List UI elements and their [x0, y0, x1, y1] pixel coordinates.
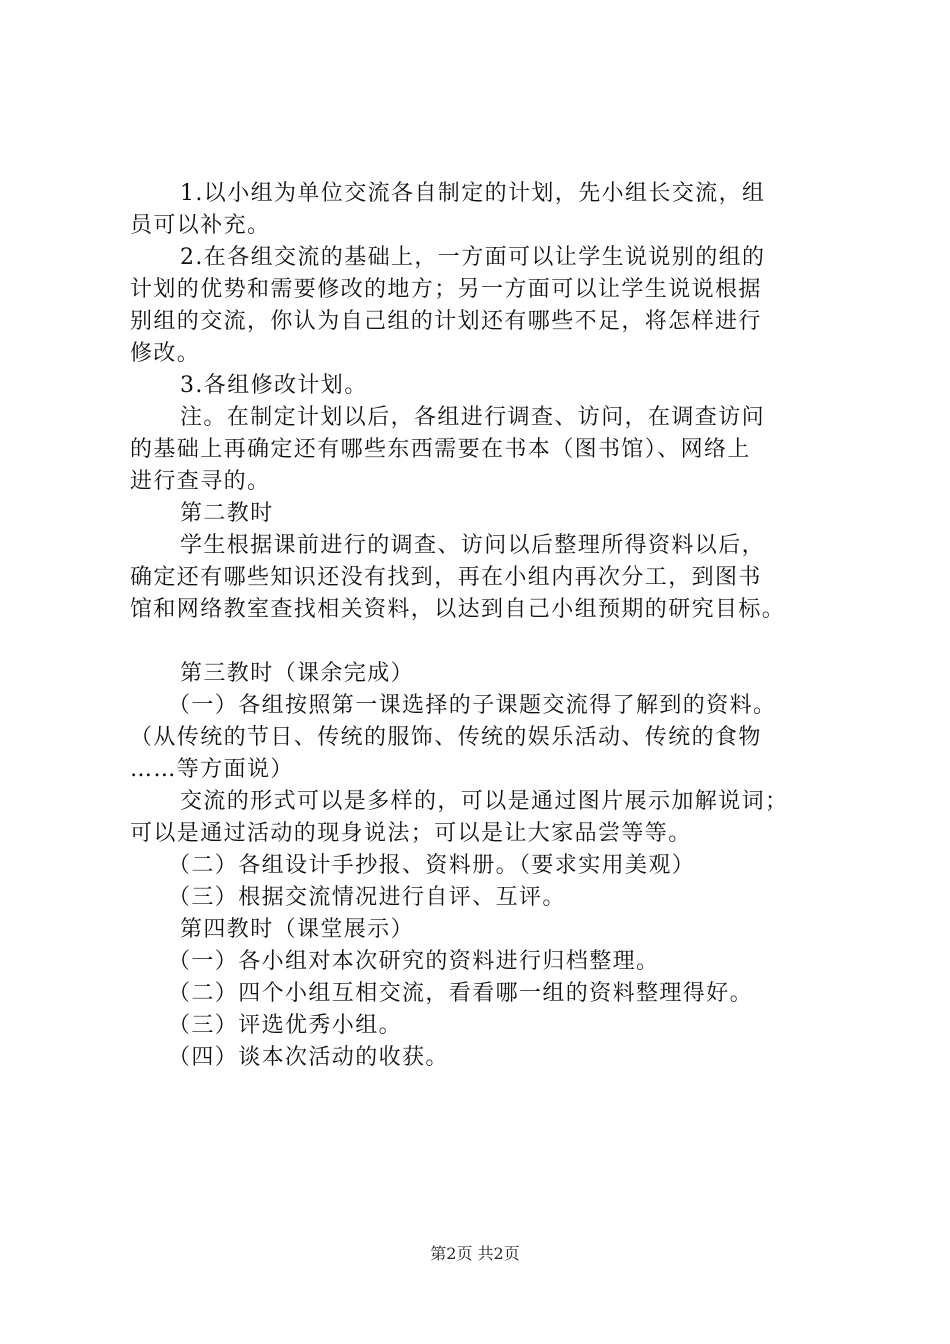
paragraph-line: 2.在各组交流的基础上，一方面可以让学生说说别的组的: [180, 245, 766, 270]
paragraph-line: 交流的形式可以是多样的，可以是通过图片展示加解说词；: [180, 789, 789, 814]
paragraph-line: 别组的交流，你认为自己组的计划还有哪些不足，将怎样进行: [130, 309, 762, 334]
section-heading: 第二教时: [180, 501, 274, 526]
paragraph-line: 注。在制定计划以后，各组进行调查、访问，在调查访问: [180, 405, 766, 430]
paragraph-line: （二）各组设计手抄报、资料册。（要求实用美观）: [168, 853, 696, 878]
paragraph-line: 进行查寻的。: [130, 469, 271, 494]
paragraph-line: 1.以小组为单位交流各自制定的计划，先小组长交流，组: [180, 181, 766, 206]
section-heading: 第三教时（课余完成）: [180, 661, 415, 686]
paragraph-line: 3.各组修改计划。: [180, 373, 368, 398]
paragraph-line: 员可以补充。: [130, 213, 271, 238]
paragraph-line: 学生根据课前进行的调查、访问以后整理所得资料以后，: [180, 533, 766, 558]
paragraph-line: （一）各小组对本次研究的资料进行归档整理。: [168, 949, 660, 974]
paragraph-line: 确定还有哪些知识还没有找到，再在小组内再次分工，到图书: [130, 565, 762, 590]
paragraph-line: （一）各组按照第一课选择的子课题交流得了解到的资料。: [168, 693, 777, 718]
paragraph-line: （三）根据交流情况进行自评、互评。: [168, 885, 566, 910]
paragraph-gap: [130, 626, 830, 658]
paragraph-line: 修改。: [130, 341, 201, 366]
paragraph-line: 可以是通过活动的现身说法；可以是让大家品尝等等。: [130, 821, 692, 846]
paragraph-line: （三）评选优秀小组。: [168, 1013, 403, 1038]
paragraph-line: （二）四个小组互相交流，看看哪一组的资料整理得好。: [168, 981, 754, 1006]
paragraph-line: 馆和网络教室查找相关资料，以达到自己小组预期的研究目标。: [130, 597, 786, 622]
paragraph-line: ……等方面说）: [130, 757, 294, 782]
paragraph-line: 的基础上再确定还有哪些东西需要在书本（图书馆）、网络上: [130, 437, 751, 462]
section-heading: 第四教时（课堂展示）: [180, 917, 415, 942]
page-number-footer: 第2页 共2页: [430, 1244, 520, 1263]
paragraph-line: （四）谈本次活动的收获。: [168, 1045, 449, 1070]
document-body: [130, 178, 830, 1074]
paragraph-line: 计划的优势和需要修改的地方；另一方面可以让学生说说根据: [130, 277, 762, 302]
paragraph-line: （从传统的节日、传统的服饰、传统的娱乐活动、传统的食物: [130, 725, 762, 750]
